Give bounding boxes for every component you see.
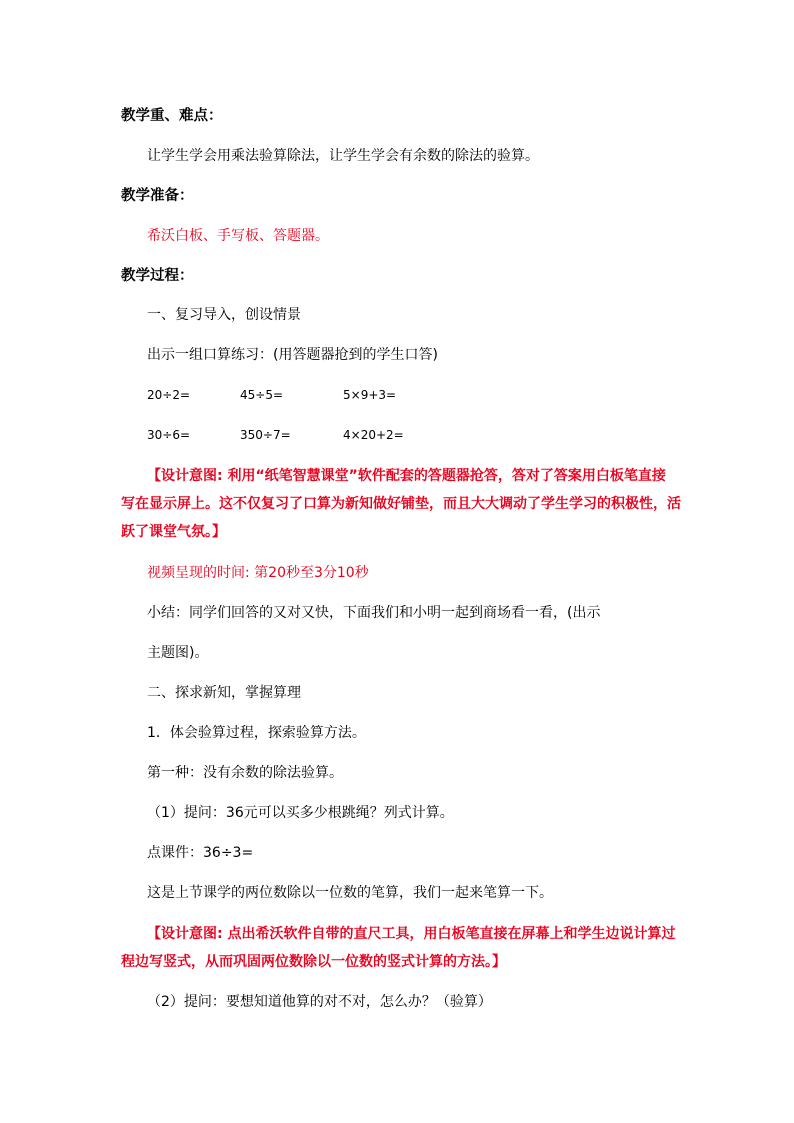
design-intent-1-line: 跃了课堂气氛。】	[121, 524, 226, 540]
type1-title: 第一种：没有余数的除法验算。	[147, 765, 343, 781]
oral-calc-item: 5×9+3=	[343, 388, 397, 402]
question1: （1）提问：36元可以买多少根跳绳？列式计算。	[147, 805, 454, 821]
heading-process: 教学过程：	[121, 268, 194, 284]
step1-title: 1．体会验算过程，探索验算方法。	[147, 725, 366, 741]
heading-preparation: 教学准备：	[121, 188, 194, 204]
heading-key-points: 教学重、难点：	[121, 108, 223, 124]
oral-practice-intro: 出示一组口算练习：(用答题器抢到的学生口答)	[147, 347, 438, 363]
oral-calc-item: 45÷5=	[240, 388, 284, 402]
design-intent-2-line: 【设计意图: 点出希沃软件自带的直尺工具，用白板笔直接在屏幕上和学生边说计算过	[147, 926, 676, 942]
oral-calc-item: 350÷7=	[240, 428, 291, 442]
video-time: 视频呈现的时间: 第20秒至3分10秒	[147, 565, 369, 581]
summary-line: 小结：同学们回答的又对又快，下面我们和小明一起到商场看一看，(出示	[147, 605, 601, 621]
design-intent-2-line: 程边写竖式，从而巩固两位数除以一位数的竖式计算的方法。】	[121, 954, 506, 970]
section1-title: 一、复习导入，创设情景	[147, 307, 301, 323]
written-calc-text: 这是上节课学的两位数除以一位数的笔算，我们一起来笔算一下。	[147, 885, 553, 901]
oral-calc-item: 30÷6=	[147, 428, 191, 442]
key-points-text: 让学生学会用乘法验算除法，让学生学会有余数的除法的验算。	[147, 148, 539, 164]
preparation-text: 希沃白板、手写板、答题器。	[147, 228, 329, 244]
oral-calc-item: 20÷2=	[147, 388, 191, 402]
summary-line: 主题图)。	[147, 645, 209, 661]
question2: （2）提问：要想知道他算的对不对，怎么办？（验算）	[147, 994, 492, 1010]
section2-title: 二、探求新知，掌握算理	[147, 685, 301, 701]
design-intent-1-line: 写在显示屏上。这不仅复习了口算为新知做好铺垫，而且大大调动了学生学习的积极性，活	[121, 496, 681, 512]
courseware-click: 点课件：36÷3=	[147, 845, 254, 861]
oral-calc-item: 4×20+2=	[343, 428, 404, 442]
design-intent-1-line: 【设计意图: 利用“纸笔智慧课堂”软件配套的答题器抢答，答对了答案用白板笔直接	[147, 468, 666, 484]
